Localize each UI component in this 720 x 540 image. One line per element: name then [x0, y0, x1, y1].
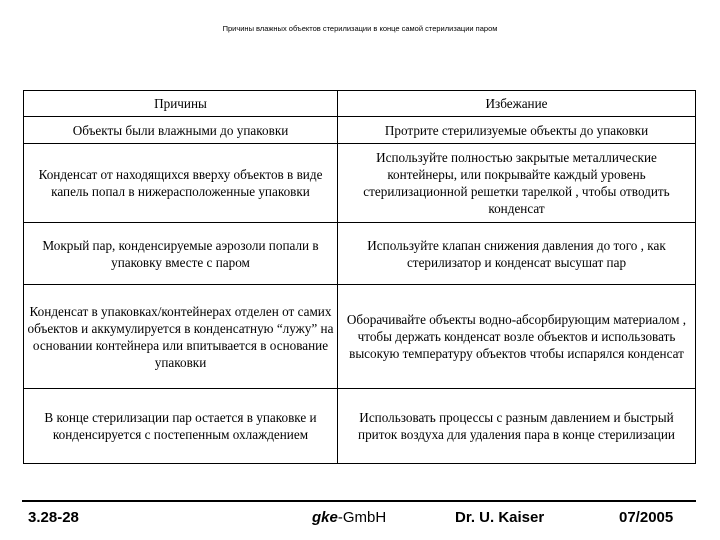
- avoidance-cell: Использовать процессы с разным давлением и быстрый приток воздуха для удаления пара в конце стерилизации: [338, 389, 696, 464]
- brand-suffix: -GmbH: [337, 509, 387, 526]
- brand-logo: [312, 509, 386, 526]
- page-title: Причины влажных объектов стерилизации в конце самой стерилизации паром: [222, 24, 498, 33]
- table-row: [24, 223, 696, 285]
- avoidance-cell: Протрите стерилизуемые объекты до упаковки: [338, 117, 696, 144]
- header-avoidance: Избежание: [338, 91, 696, 117]
- table-row: [24, 144, 696, 223]
- table-row: [24, 389, 696, 464]
- cause-cell: Мокрый пар, конденсируемые аэрозоли попали в упаковку вместе с паром: [24, 223, 338, 285]
- cause-cell: Объекты были влажными до упаковки: [24, 117, 338, 144]
- table-row: [24, 285, 696, 389]
- footer-divider: [22, 500, 696, 502]
- slide-number: 3.28-28: [28, 509, 79, 526]
- author-name: Dr. U. Kaiser: [455, 509, 545, 526]
- table-header-row: [24, 91, 696, 117]
- slide-date: 07/2005: [619, 509, 674, 526]
- avoidance-cell: Оборачивайте объекты водно-абсорбирующим материалом , чтобы держать конденсат возле объектов и использовать высокую температуру объектов чтобы испарялся конденсат: [338, 285, 696, 389]
- header-causes: Причины: [24, 91, 338, 117]
- causes-avoidance-table: [23, 90, 696, 464]
- cause-cell: В конце стерилизации пар остается в упаковке и конденсируется с постепенным охлаждением: [24, 389, 338, 464]
- avoidance-cell: Используйте полностью закрытые металлические контейнеры, или покрывайте каждый уровень стерилизационной решетки тарелкой , чтобы отводить конденсат: [338, 144, 696, 223]
- cause-cell: Конденсат в упаковках/контейнерах отделен от самих объектов и аккумулируется в конденсатную “лужу” на основании контейнера или впитывается в основание упаковки: [24, 285, 338, 389]
- table-row: [24, 117, 696, 144]
- brand-prefix: gke: [312, 509, 338, 526]
- avoidance-cell: Используйте клапан снижения давления до того , как стерилизатор и конденсат высушат пар: [338, 223, 696, 285]
- cause-cell: Конденсат от находящихся вверху объектов в виде капель попал в нижерасположенные упаковки: [24, 144, 338, 223]
